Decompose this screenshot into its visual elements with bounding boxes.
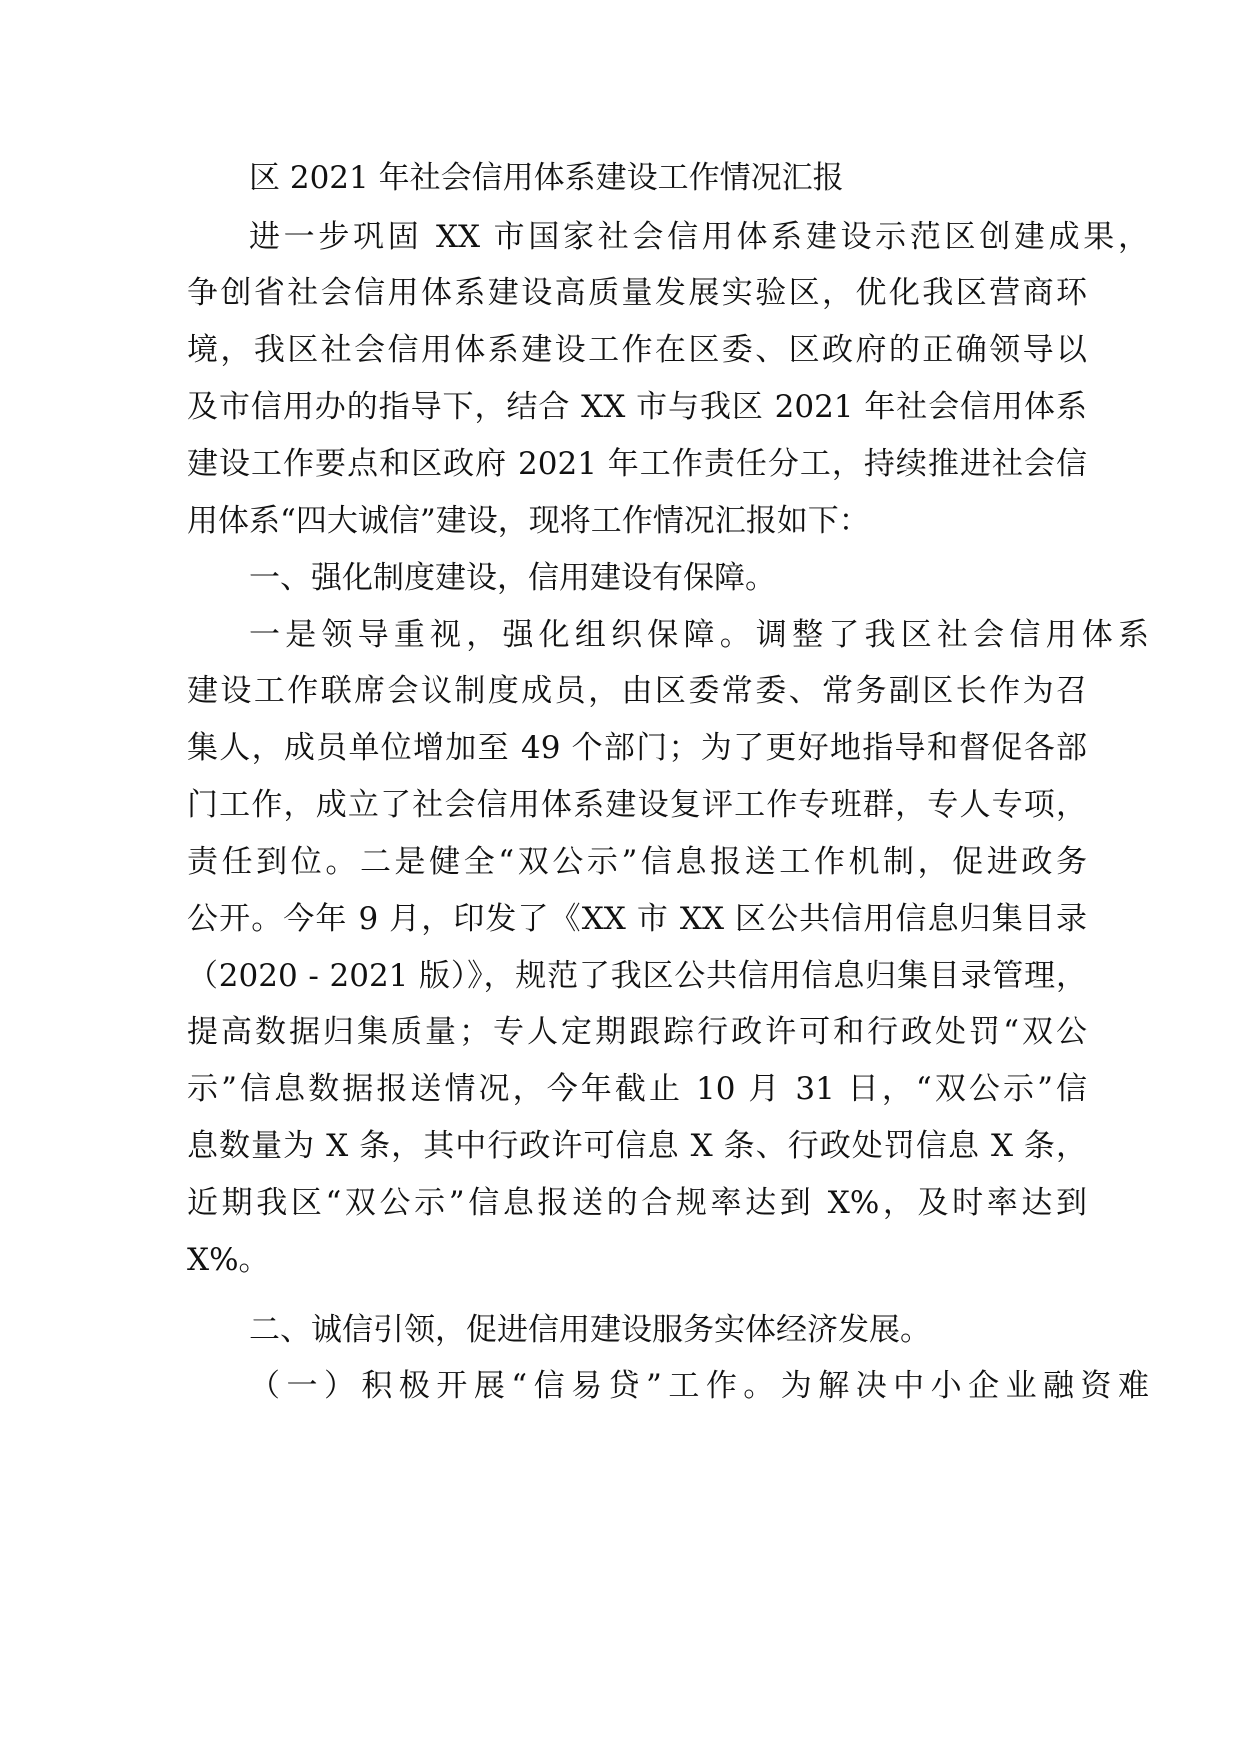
paragraph-line: 进一步巩固 XX 市国家社会信用体系建设示范区创建成果， [249,219,1149,255]
paragraph-line: 责任到位。二是健全“双公示”信息报送工作机制，促进政务 [187,844,1087,880]
paragraph-line: （2020 - 2021 版）》，规范了我区公共信用信息归集目录管理， [187,958,1087,994]
paragraph-line: 建设工作要点和区政府 2021 年工作责任分工，持续推进社会信 [187,446,1087,482]
paragraph-line: 集人，成员单位增加至 49 个部门；为了更好地指导和督促各部 [187,730,1087,766]
paragraph-line: 近期我区“双公示”信息报送的合规率达到 X%，及时率达到 [187,1185,1087,1221]
paragraph-line: 息数量为 X 条，其中行政许可信息 X 条、行政处罚信息 X 条， [187,1128,1087,1164]
paragraph-line: 提高数据归集质量；专人定期跟踪行政许可和行政处罚“双公 [187,1014,1087,1050]
paragraph-line: 门工作，成立了社会信用体系建设复评工作专班群，专人专项， [187,787,1087,823]
paragraph-line: 示”信息数据报送情况，今年截止 10 月 31 日，“双公示”信 [187,1071,1087,1107]
paragraph-line: 及市信用办的指导下，结合 XX 市与我区 2021 年社会信用体系 [187,389,1087,425]
paragraph-line: （一）积极开展“信易贷”工作。为解决中小企业融资难 [249,1368,1149,1404]
paragraph-line: 争创省社会信用体系建设高质量发展实验区，优化我区营商环 [187,275,1087,311]
paragraph-line: 一是领导重视，强化组织保障。调整了我区社会信用体系 [249,617,1149,653]
paragraph-line: 用体系“四大诚信”建设，现将工作情况汇报如下： [187,503,870,539]
paragraph-line: 公开。今年 9 月，印发了《XX 市 XX 区公共信用信息归集目录 [187,901,1087,937]
paragraph-line: 境，我区社会信用体系建设工作在区委、区政府的正确领导以 [187,332,1087,368]
document-title: 区 2021 年社会信用体系建设工作情况汇报 [249,160,844,196]
paragraph-line: X%。 [187,1242,270,1278]
paragraph-line: 建设工作联席会议制度成员，由区委常委、常务副区长作为召 [187,673,1087,709]
section-heading: 二、诚信引领，促进信用建设服务实体经济发展。 [249,1312,931,1348]
section-heading: 一、强化制度建设，信用建设有保障。 [249,560,776,596]
